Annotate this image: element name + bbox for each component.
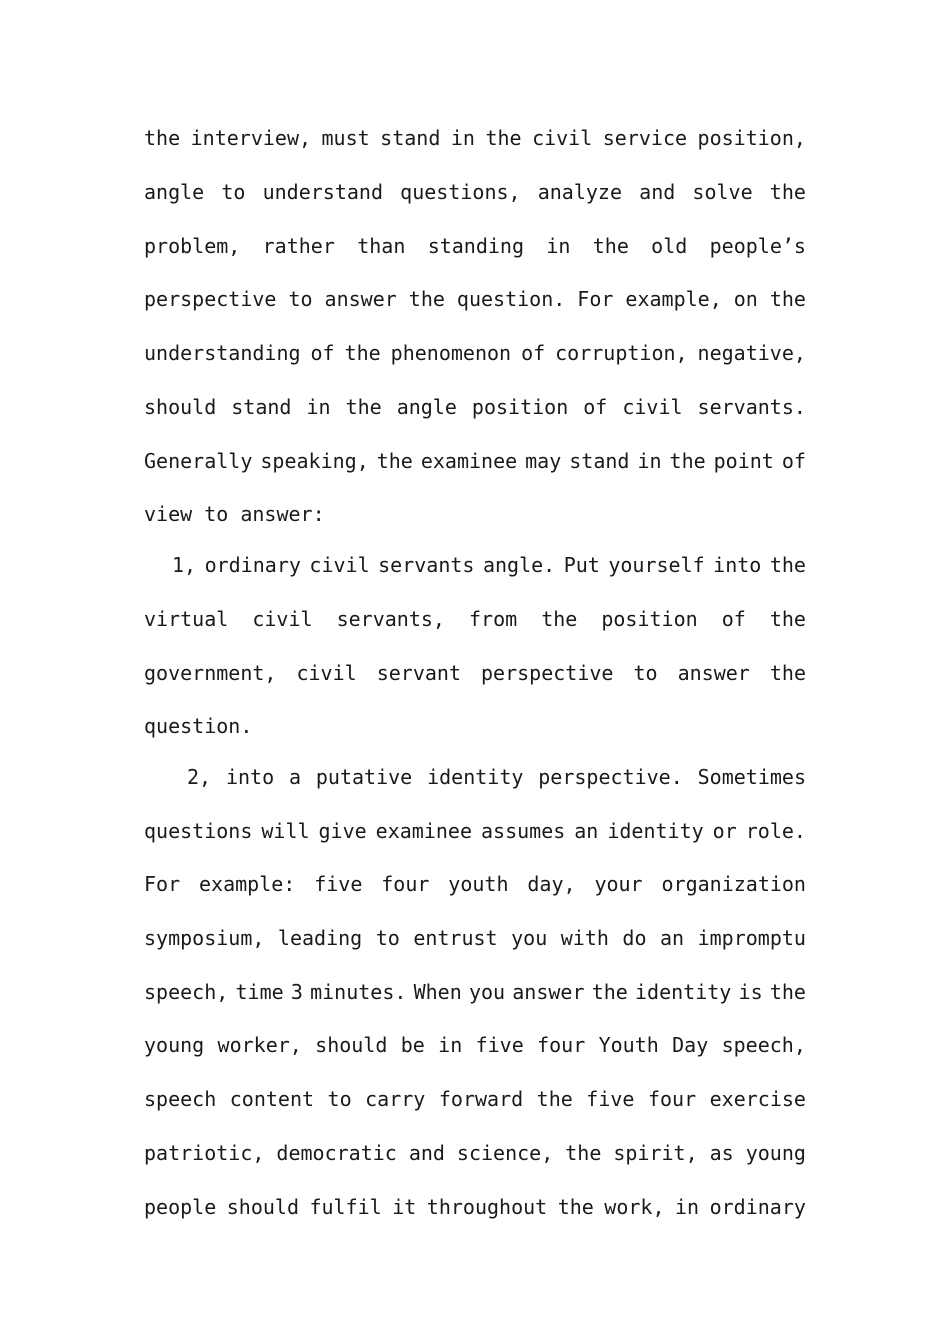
text-line: angle to understand questions, analyze and solve the (144, 180, 806, 204)
text-line: patriotic, democratic and science, the spirit, as young (144, 1141, 806, 1165)
text-line: view to answer: (144, 502, 325, 526)
text-line: people should fulfil it throughout the work, in ordinary (144, 1195, 806, 1219)
text-line: young worker, should be in five four Youth Day speech, (144, 1033, 806, 1057)
text-line: virtual civil servants, from the position of the (144, 607, 806, 631)
text-line: perspective to answer the question. For example, on the (144, 287, 806, 311)
text-line: problem, rather than standing in the old people’s (144, 234, 806, 258)
text-line: For example: five four youth day, your organization (144, 872, 806, 896)
text-line: question. (144, 714, 253, 738)
text-line: should stand in the angle position of civil servants. (144, 395, 806, 419)
text-line: government, civil servant perspective to answer the (144, 661, 806, 685)
text-line: questions will give examinee assumes an identity or role. (144, 819, 806, 843)
text-line: symposium, leading to entrust you with do an impromptu (144, 926, 806, 950)
text-line: speech, time 3 minutes. When you answer the identity is the (144, 980, 806, 1004)
text-line: Generally speaking, the examinee may stand in the point of (144, 449, 806, 473)
text-line: 2, into a putative identity perspective. Sometimes (187, 765, 806, 789)
text-line: speech content to carry forward the five four exercise (144, 1087, 806, 1111)
text-line: 1, ordinary civil servants angle. Put yourself into the (172, 553, 806, 577)
text-line: the interview, must stand in the civil service position, (144, 126, 806, 150)
text-line: understanding of the phenomenon of corruption, negative, (144, 341, 806, 365)
